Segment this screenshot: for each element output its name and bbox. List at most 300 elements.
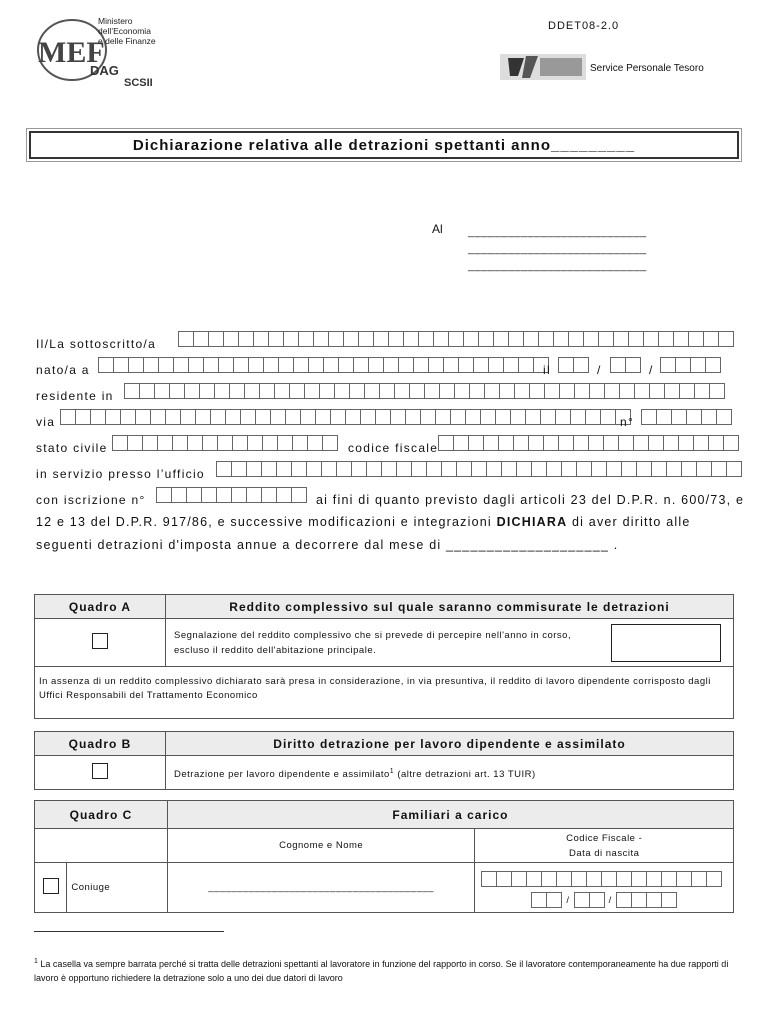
registration-number-field[interactable]: [156, 487, 307, 503]
char-cell[interactable]: [616, 892, 631, 908]
char-cell[interactable]: [366, 461, 381, 477]
char-cell[interactable]: [691, 871, 706, 887]
char-cell[interactable]: [142, 435, 157, 451]
char-cell[interactable]: [157, 435, 172, 451]
char-cell[interactable]: [658, 331, 673, 347]
coniuge-name-line[interactable]: _______________________________________: [167, 863, 475, 913]
numero-label: n°: [620, 415, 635, 429]
char-cell[interactable]: [223, 331, 238, 347]
char-cell[interactable]: [277, 435, 292, 451]
char-cell[interactable]: [345, 409, 360, 425]
char-cell[interactable]: [546, 461, 561, 477]
char-cell[interactable]: [383, 357, 398, 373]
svg-text:dell’Economia: dell’Economia: [98, 26, 151, 36]
char-cell[interactable]: [375, 409, 390, 425]
char-cell[interactable]: [413, 357, 428, 373]
char-cell[interactable]: [124, 383, 139, 399]
char-cell[interactable]: [394, 383, 409, 399]
char-cell[interactable]: [495, 409, 510, 425]
char-cell[interactable]: [453, 435, 468, 451]
office-field[interactable]: [216, 461, 742, 477]
char-cell[interactable]: [128, 357, 143, 373]
char-cell[interactable]: [405, 409, 420, 425]
char-cell[interactable]: [508, 331, 523, 347]
via-label: via: [36, 415, 56, 429]
char-cell[interactable]: [390, 409, 405, 425]
char-cell[interactable]: [368, 357, 383, 373]
char-cell[interactable]: [351, 461, 366, 477]
char-cell[interactable]: [426, 461, 441, 477]
char-cell[interactable]: [424, 383, 439, 399]
char-cell[interactable]: [606, 461, 621, 477]
char-cell[interactable]: [706, 871, 722, 887]
char-cell[interactable]: [616, 871, 631, 887]
char-cell[interactable]: [439, 383, 454, 399]
char-cell[interactable]: [544, 383, 559, 399]
char-cell[interactable]: [158, 357, 173, 373]
char-cell[interactable]: [701, 409, 716, 425]
char-cell[interactable]: [555, 409, 570, 425]
char-cell[interactable]: [589, 383, 604, 399]
birth-month-field[interactable]: [610, 357, 641, 373]
char-cell[interactable]: [319, 383, 334, 399]
char-cell[interactable]: [558, 357, 573, 373]
char-cell[interactable]: [660, 357, 675, 373]
char-cell[interactable]: [231, 461, 246, 477]
char-cell[interactable]: [450, 409, 465, 425]
char-cell[interactable]: [217, 435, 232, 451]
char-cell[interactable]: [678, 435, 693, 451]
coniuge-checkbox[interactable]: [43, 878, 59, 894]
char-cell[interactable]: [585, 409, 600, 425]
char-cell[interactable]: [546, 892, 562, 908]
char-cell[interactable]: [396, 461, 411, 477]
char-cell[interactable]: [711, 461, 726, 477]
char-cell[interactable]: [666, 461, 681, 477]
char-cell[interactable]: [233, 357, 248, 373]
birth-year-field[interactable]: [660, 357, 721, 373]
char-cell[interactable]: [278, 357, 293, 373]
char-cell[interactable]: [696, 461, 711, 477]
street-field[interactable]: [60, 409, 631, 425]
char-cell[interactable]: [541, 871, 556, 887]
char-cell[interactable]: [471, 461, 486, 477]
char-cell[interactable]: [633, 435, 648, 451]
char-cell[interactable]: [529, 383, 544, 399]
quadro-a-description: Segnalazione del reddito complessivo che si prevede di percepire nell'anno in corso, escluso il reddito dell'abitazione principale.: [174, 629, 572, 656]
char-cell[interactable]: [127, 435, 142, 451]
char-cell[interactable]: [388, 331, 403, 347]
char-cell[interactable]: [673, 331, 688, 347]
char-cell[interactable]: [208, 331, 223, 347]
char-cell[interactable]: [625, 357, 641, 373]
char-cell[interactable]: [156, 487, 171, 503]
char-cell[interactable]: [613, 331, 628, 347]
char-cell[interactable]: [486, 461, 501, 477]
char-cell[interactable]: [493, 331, 508, 347]
char-cell[interactable]: [315, 409, 330, 425]
char-cell[interactable]: [203, 357, 218, 373]
char-cell[interactable]: [679, 383, 694, 399]
char-cell[interactable]: [456, 461, 471, 477]
char-cell[interactable]: [661, 892, 677, 908]
char-cell[interactable]: [688, 331, 703, 347]
char-cell[interactable]: [591, 461, 606, 477]
char-cell[interactable]: [334, 383, 349, 399]
char-cell[interactable]: [481, 871, 496, 887]
char-cell[interactable]: [193, 331, 208, 347]
char-cell[interactable]: [248, 357, 263, 373]
char-cell[interactable]: [409, 383, 424, 399]
char-cell[interactable]: [510, 409, 525, 425]
char-cell[interactable]: [165, 409, 180, 425]
char-cell[interactable]: [90, 409, 105, 425]
coniuge-tax-code-field[interactable]: [481, 871, 733, 886]
char-cell[interactable]: [716, 409, 732, 425]
char-cell[interactable]: [480, 409, 495, 425]
char-cell[interactable]: [443, 357, 458, 373]
char-cell[interactable]: [214, 383, 229, 399]
char-cell[interactable]: [246, 461, 261, 477]
char-cell[interactable]: [473, 357, 488, 373]
char-cell[interactable]: [171, 487, 186, 503]
char-cell[interactable]: [574, 892, 589, 908]
char-cell[interactable]: [323, 357, 338, 373]
coniuge-birth-month-field[interactable]: [574, 892, 605, 908]
char-cell[interactable]: [276, 487, 291, 503]
char-cell[interactable]: [304, 383, 319, 399]
char-cell[interactable]: [143, 357, 158, 373]
char-cell[interactable]: [291, 487, 307, 503]
char-cell[interactable]: [631, 892, 646, 908]
quadro-a-checkbox[interactable]: [92, 633, 108, 649]
char-cell[interactable]: [501, 461, 516, 477]
char-cell[interactable]: [328, 331, 343, 347]
char-cell[interactable]: [528, 435, 543, 451]
residence-field[interactable]: [124, 383, 725, 399]
char-cell[interactable]: [556, 871, 571, 887]
char-cell[interactable]: [225, 409, 240, 425]
char-cell[interactable]: [210, 409, 225, 425]
char-cell[interactable]: [651, 461, 666, 477]
char-cell[interactable]: [643, 331, 658, 347]
char-cell[interactable]: [516, 461, 531, 477]
char-cell[interactable]: [448, 331, 463, 347]
char-cell[interactable]: [586, 871, 601, 887]
char-cell[interactable]: [663, 435, 678, 451]
char-cell[interactable]: [518, 357, 533, 373]
paragraph-line-2: 12 e 13 del D.P.R. 917/86, e successive modificazioni e integrazioni DICHIARA di aver diritto alle: [36, 515, 691, 529]
char-cell[interactable]: [358, 331, 373, 347]
document-title: Dichiarazione relativa alle detrazioni spettanti anno_________: [29, 131, 739, 159]
char-cell[interactable]: [60, 409, 75, 425]
char-cell[interactable]: [322, 435, 338, 451]
char-cell[interactable]: [263, 357, 278, 373]
char-cell[interactable]: [600, 409, 615, 425]
char-cell[interactable]: [675, 357, 690, 373]
char-cell[interactable]: [433, 331, 448, 347]
char-cell[interactable]: [154, 383, 169, 399]
char-cell[interactable]: [690, 357, 705, 373]
char-cell[interactable]: [232, 435, 247, 451]
char-cell[interactable]: [723, 435, 739, 451]
char-cell[interactable]: [561, 461, 576, 477]
char-cell[interactable]: [321, 461, 336, 477]
char-cell[interactable]: [135, 409, 150, 425]
char-cell[interactable]: [463, 331, 478, 347]
char-cell[interactable]: [468, 435, 483, 451]
char-cell[interactable]: [465, 409, 480, 425]
char-cell[interactable]: [292, 435, 307, 451]
char-cell[interactable]: [571, 871, 586, 887]
char-cell[interactable]: [238, 331, 253, 347]
tax-code-field[interactable]: [438, 435, 739, 451]
char-cell[interactable]: [488, 357, 503, 373]
char-cell[interactable]: [589, 892, 605, 908]
street-number-field[interactable]: [641, 409, 732, 425]
footnote-separator: [34, 931, 224, 932]
char-cell[interactable]: [313, 331, 328, 347]
char-cell[interactable]: [686, 409, 701, 425]
char-cell[interactable]: [150, 409, 165, 425]
char-cell[interactable]: [188, 357, 203, 373]
char-cell[interactable]: [262, 435, 277, 451]
char-cell[interactable]: [709, 383, 725, 399]
char-cell[interactable]: [636, 461, 651, 477]
address-line-3[interactable]: ___________________________: [468, 260, 647, 272]
char-cell[interactable]: [231, 487, 246, 503]
char-cell[interactable]: [458, 357, 473, 373]
char-cell[interactable]: [693, 435, 708, 451]
marital-status-field[interactable]: [112, 435, 338, 451]
char-cell[interactable]: [540, 409, 555, 425]
char-cell[interactable]: [718, 331, 734, 347]
char-cell[interactable]: [240, 409, 255, 425]
char-cell[interactable]: [634, 383, 649, 399]
char-cell[interactable]: [523, 331, 538, 347]
char-cell[interactable]: [180, 409, 195, 425]
char-cell[interactable]: [553, 331, 568, 347]
char-cell[interactable]: [187, 435, 202, 451]
char-cell[interactable]: [503, 357, 518, 373]
char-cell[interactable]: [598, 331, 613, 347]
char-cell[interactable]: [186, 487, 201, 503]
char-cell[interactable]: [661, 871, 676, 887]
char-cell[interactable]: [289, 383, 304, 399]
char-cell[interactable]: [438, 435, 453, 451]
char-cell[interactable]: [618, 435, 633, 451]
char-cell[interactable]: [420, 409, 435, 425]
char-cell[interactable]: [531, 461, 546, 477]
char-cell[interactable]: [246, 487, 261, 503]
char-cell[interactable]: [75, 409, 90, 425]
char-cell[interactable]: [514, 383, 529, 399]
char-cell[interactable]: [574, 383, 589, 399]
char-cell[interactable]: [112, 435, 127, 451]
col-codice-fiscale: Codice Fiscale -: [566, 832, 643, 844]
char-cell[interactable]: [621, 461, 636, 477]
address-line-1[interactable]: ___________________________: [468, 226, 647, 238]
char-cell[interactable]: [588, 435, 603, 451]
char-cell[interactable]: [641, 409, 656, 425]
char-cell[interactable]: [604, 383, 619, 399]
char-cell[interactable]: [201, 487, 216, 503]
char-cell[interactable]: [573, 435, 588, 451]
char-cell[interactable]: [336, 461, 351, 477]
char-cell[interactable]: [511, 871, 526, 887]
char-cell[interactable]: [601, 871, 616, 887]
char-cell[interactable]: [261, 487, 276, 503]
char-cell[interactable]: [526, 871, 541, 887]
char-cell[interactable]: [270, 409, 285, 425]
char-cell[interactable]: [184, 383, 199, 399]
char-cell[interactable]: [664, 383, 679, 399]
char-cell[interactable]: [268, 331, 283, 347]
char-cell[interactable]: [216, 487, 231, 503]
char-cell[interactable]: [454, 383, 469, 399]
char-cell[interactable]: [648, 435, 663, 451]
char-cell[interactable]: [285, 409, 300, 425]
char-cell[interactable]: [513, 435, 528, 451]
char-cell[interactable]: [583, 331, 598, 347]
char-cell[interactable]: [291, 461, 306, 477]
char-cell[interactable]: [169, 383, 184, 399]
char-cell[interactable]: [603, 435, 618, 451]
char-cell[interactable]: [570, 409, 585, 425]
char-cell[interactable]: [113, 357, 128, 373]
char-cell[interactable]: [573, 357, 589, 373]
char-cell[interactable]: [98, 357, 113, 373]
char-cell[interactable]: [120, 409, 135, 425]
char-cell[interactable]: [708, 435, 723, 451]
char-cell[interactable]: [364, 383, 379, 399]
char-cell[interactable]: [499, 383, 514, 399]
char-cell[interactable]: [726, 461, 742, 477]
char-cell[interactable]: [276, 461, 291, 477]
char-cell[interactable]: [259, 383, 274, 399]
char-cell[interactable]: [307, 435, 322, 451]
char-cell[interactable]: [403, 331, 418, 347]
char-cell[interactable]: [496, 871, 511, 887]
char-cell[interactable]: [105, 409, 120, 425]
char-cell[interactable]: [343, 331, 358, 347]
char-cell[interactable]: [646, 892, 661, 908]
birth-day-field[interactable]: [558, 357, 589, 373]
char-cell[interactable]: [498, 435, 513, 451]
income-amount-box[interactable]: [611, 624, 721, 662]
char-cell[interactable]: [218, 357, 233, 373]
char-cell[interactable]: [373, 331, 388, 347]
mef-logo: [34, 12, 174, 90]
char-cell[interactable]: [253, 331, 268, 347]
char-cell[interactable]: [283, 331, 298, 347]
char-cell[interactable]: [646, 871, 661, 887]
char-cell[interactable]: [338, 357, 353, 373]
char-cell[interactable]: [543, 435, 558, 451]
char-cell[interactable]: [483, 435, 498, 451]
char-cell[interactable]: [298, 331, 313, 347]
char-cell[interactable]: [559, 383, 574, 399]
char-cell[interactable]: [261, 461, 276, 477]
char-cell[interactable]: [558, 435, 573, 451]
char-cell[interactable]: [441, 461, 456, 477]
coniuge-birth-year-field[interactable]: [616, 892, 677, 908]
char-cell[interactable]: [705, 357, 721, 373]
mef-brand-text: MEF: [38, 36, 105, 69]
char-cell[interactable]: [418, 331, 433, 347]
char-cell[interactable]: [178, 331, 193, 347]
char-cell[interactable]: [576, 461, 591, 477]
char-cell[interactable]: [484, 383, 499, 399]
address-line-2[interactable]: ___________________________: [468, 243, 647, 255]
char-cell[interactable]: [398, 357, 413, 373]
char-cell[interactable]: [360, 409, 375, 425]
char-cell[interactable]: [247, 435, 262, 451]
char-cell[interactable]: [681, 461, 696, 477]
char-cell[interactable]: [435, 409, 450, 425]
char-cell[interactable]: [649, 383, 664, 399]
char-cell[interactable]: [202, 435, 217, 451]
char-cell[interactable]: [173, 357, 188, 373]
char-cell[interactable]: [656, 409, 671, 425]
char-cell[interactable]: [619, 383, 634, 399]
char-cell[interactable]: [469, 383, 484, 399]
char-cell[interactable]: [568, 331, 583, 347]
char-cell[interactable]: [671, 409, 686, 425]
char-cell[interactable]: [195, 409, 210, 425]
char-cell[interactable]: [255, 409, 270, 425]
char-cell[interactable]: [428, 357, 443, 373]
quadro-c-title: Familiari a carico: [167, 801, 733, 829]
sottoscritto-field[interactable]: [178, 331, 734, 347]
char-cell[interactable]: [139, 383, 154, 399]
il-label: il: [543, 363, 551, 377]
char-cell[interactable]: [411, 461, 426, 477]
char-cell[interactable]: [676, 871, 691, 887]
char-cell[interactable]: [349, 383, 364, 399]
char-cell[interactable]: [478, 331, 493, 347]
char-cell[interactable]: [538, 331, 553, 347]
char-cell[interactable]: [379, 383, 394, 399]
char-cell[interactable]: [381, 461, 396, 477]
char-cell[interactable]: [610, 357, 625, 373]
char-cell[interactable]: [525, 409, 540, 425]
char-cell[interactable]: [300, 409, 315, 425]
char-cell[interactable]: [330, 409, 345, 425]
char-cell[interactable]: [229, 383, 244, 399]
char-cell[interactable]: [631, 871, 646, 887]
paragraph-line-3: seguenti detrazioni d'imposta annue a decorrere dal mese di ____________________ .: [36, 538, 619, 552]
coniuge-birth-day-field[interactable]: [531, 892, 562, 908]
char-cell[interactable]: [274, 383, 289, 399]
char-cell[interactable]: [531, 892, 546, 908]
char-cell[interactable]: [216, 461, 231, 477]
quadro-b-checkbox[interactable]: [92, 763, 108, 779]
char-cell[interactable]: [353, 357, 368, 373]
date-slash-2: /: [649, 363, 654, 377]
char-cell[interactable]: [172, 435, 187, 451]
char-cell[interactable]: [293, 357, 308, 373]
char-cell[interactable]: [306, 461, 321, 477]
char-cell[interactable]: [308, 357, 323, 373]
birthplace-field[interactable]: [98, 357, 549, 373]
char-cell[interactable]: [244, 383, 259, 399]
char-cell[interactable]: [703, 331, 718, 347]
char-cell[interactable]: [694, 383, 709, 399]
char-cell[interactable]: [628, 331, 643, 347]
char-cell[interactable]: [199, 383, 214, 399]
service-personale-logo: [500, 52, 720, 82]
